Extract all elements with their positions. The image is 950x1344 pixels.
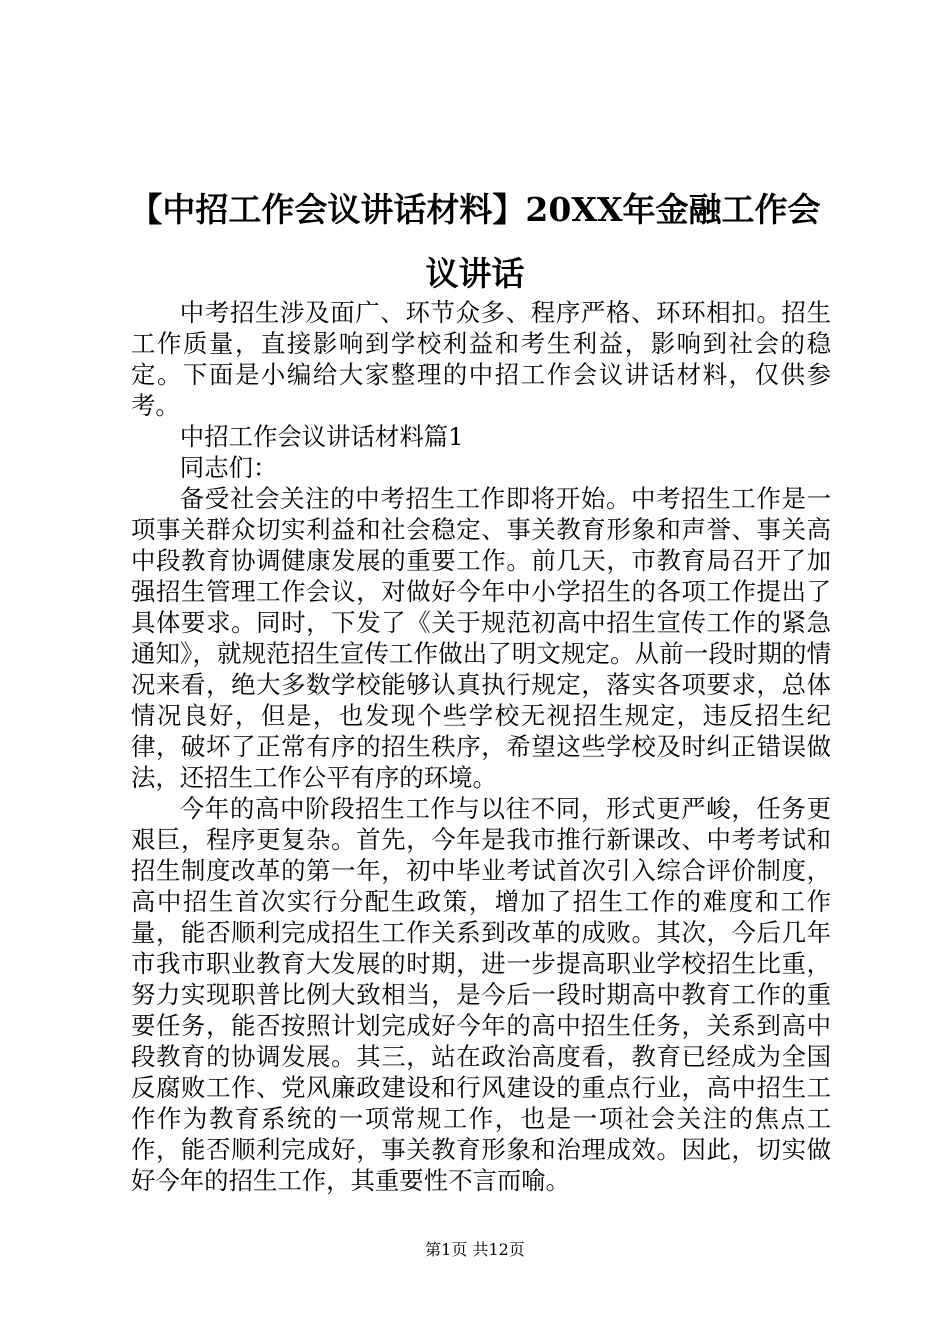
- page-footer: 第1页 共12页: [425, 1240, 525, 1259]
- document-title: 【中招工作会议讲话材料】20XX年金融工作会议讲话: [129, 190, 821, 293]
- body-paragraph: 今年的高中阶段招生工作与以往不同，形式更严峻，任务更艰巨，程序更复杂。首先，今年是我市推行新课改、中考考试和招生制度改革的第一年，初中毕业考试首次引入综合评价制度，高中招生首次实行分配生政策，增加了招生工作的难度和工作量，能否顺利完成招生工作关系到改革的成败。其次，今后几年市我市职业教育大发展的时期，进一步提高职业学校招生比重，努力实现职普比例大致相当，是今后一段时期高中教育工作的重要任务，能否按照计划完成好今年的高中招生任务，关系到高中段教育的协调发展。其三，站在政治高度看，教育已经成为全国反腐败工作、党风廉政建设和行风建设的重点行业，高中招生工作作为教育系统的一项常规工作，也是一项社会关注的焦点工作，能否顺利完成好，事关教育形象和治理成效。因此，切实做好今年的招生工作，其重要性不言而喻。: [131, 794, 831, 1195]
- document-body: [131, 297, 831, 1196]
- body-paragraph: 备受社会关注的中考招生工作即将开始。中考招生工作是一项事关群众切实利益和社会稳定、事关教育形象和声誉、事关高中段教育协调健康发展的重要工作。前几天，市教育局召开了加强招生管理工作会议，对做好今年中小学招生的各项工作提出了具体要求。同时，下发了《关于规范初高中招生宣传工作的紧急通知》，就规范招生宣传工作做出了明文规定。从前一段时期的情况来看，绝大多数学校能够认真执行规定，落实各项要求，总体情况良好，但是，也发现个些学校无视招生规定，违反招生纪律，破坏了正常有序的招生秩序，希望这些学校及时纠正错误做法，还招生工作公平有序的环境。: [131, 484, 831, 792]
- salutation: 同志们：: [179, 453, 278, 482]
- section-heading: 中招工作会议讲话材料篇1: [179, 422, 464, 451]
- intro-paragraph: 中考招生涉及面广、环节众多、程序严格、环环相扣。招生工作质量，直接影响到学校利益和考生利益，影响到社会的稳定。下面是小编给大家整理的中招工作会议讲话材料，仅供参考。: [131, 298, 831, 420]
